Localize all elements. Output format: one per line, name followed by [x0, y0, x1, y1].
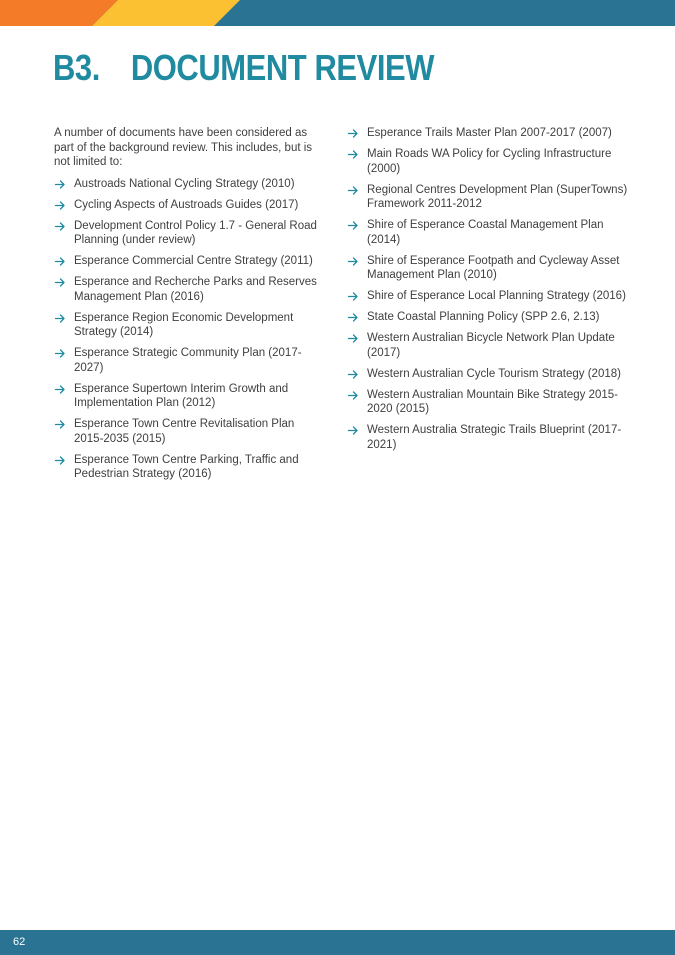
list-item-label: Esperance Commercial Centre Strategy (2011): [74, 255, 313, 267]
list-item: [347, 126, 629, 141]
arrow-right-icon: [347, 254, 359, 268]
arrow-right-icon: [347, 367, 359, 381]
list-item-label: Cycling Aspects of Austroads Guides (2017): [74, 198, 299, 211]
list-item-label: Esperance Supertown Interim Growth and Implementation Plan (2012): [74, 382, 289, 409]
list-item: [347, 331, 629, 360]
list-item: [347, 289, 629, 304]
arrow-right-icon: [347, 423, 359, 437]
arrow-right-icon: [54, 453, 66, 467]
arrow-right-icon: [54, 417, 66, 431]
list-item-label: Main Roads WA Policy for Cycling Infrastructure (2000): [367, 148, 612, 175]
arrow-right-icon: [347, 388, 359, 402]
list-item-label: Shire of Esperance Local Planning Strategy (2016): [367, 290, 626, 302]
document-list-left: [54, 177, 326, 482]
arrow-right-icon: [347, 289, 359, 303]
arrow-right-icon: [347, 147, 359, 161]
intro-paragraph: A number of documents have been considered as part of the background review. This includes, but is not limited to:: [54, 127, 313, 168]
arrow-right-icon: [54, 219, 66, 233]
list-item-label: Esperance and Recherche Parks and Reserves Management Plan (2016): [74, 276, 317, 303]
list-item-label: Esperance Strategic Community Plan (2017-2027): [74, 347, 302, 374]
list-item: [54, 219, 326, 248]
top-color-band: [0, 0, 675, 26]
list-item-label: Shire of Esperance Coastal Management Plan (2014): [367, 219, 604, 246]
list-item-label: Western Australian Mountain Bike Strategy 2015-2020 (2015): [367, 388, 619, 415]
list-item-label: Esperance Town Centre Parking, Traffic and Pedestrian Strategy (2016): [74, 453, 299, 480]
list-item-label: Development Control Policy 1.7 - General Road Planning (under review): [74, 219, 317, 246]
list-item-label: Regional Centres Development Plan (SuperTowns) Framework 2011-2012: [367, 183, 628, 210]
document-list-right: [347, 126, 629, 452]
page-title: [53, 46, 434, 90]
arrow-right-icon: [54, 346, 66, 360]
section-title: DOCUMENT REVIEW: [130, 47, 435, 88]
arrow-right-icon: [54, 177, 66, 191]
list-item-label: Esperance Town Centre Revitalisation Plan 2015-2035 (2015): [74, 418, 295, 445]
top-band-yellow: [92, 0, 240, 26]
arrow-right-icon: [347, 126, 359, 140]
list-item: [347, 147, 629, 176]
list-item: [54, 254, 326, 269]
list-item: [347, 183, 629, 212]
list-item-label: Western Australian Cycle Tourism Strategy (2018): [367, 367, 621, 380]
list-item: [54, 417, 326, 446]
footer-band: [0, 930, 675, 955]
list-item: [347, 310, 629, 325]
list-item-label: Western Australian Bicycle Network Plan Update (2017): [367, 332, 615, 359]
section-number: B3.: [53, 47, 100, 88]
arrow-right-icon: [54, 275, 66, 289]
arrow-right-icon: [54, 311, 66, 325]
page-number: 62: [13, 936, 26, 948]
list-item: [54, 346, 326, 375]
list-item-label: State Coastal Planning Policy (SPP 2.6, 2.13): [367, 311, 600, 323]
list-item: [54, 275, 326, 304]
arrow-right-icon: [54, 254, 66, 268]
arrow-right-icon: [347, 218, 359, 232]
list-item: [54, 311, 326, 340]
arrow-right-icon: [54, 198, 66, 212]
list-item-label: Esperance Trails Master Plan 2007-2017 (2007): [367, 127, 612, 139]
list-item: [347, 388, 629, 417]
arrow-right-icon: [347, 310, 359, 324]
list-item: [54, 382, 326, 411]
list-item: [54, 198, 326, 213]
list-item: [347, 254, 629, 283]
list-item: [347, 218, 629, 247]
list-item-label: Western Australia Strategic Trails Blueprint (2017-2021): [367, 424, 622, 451]
list-item: [54, 453, 326, 482]
list-item: [54, 177, 326, 192]
list-item-label: Shire of Esperance Footpath and Cycleway Asset Management Plan (2010): [367, 254, 620, 281]
list-item-label: Esperance Region Economic Development Strategy (2014): [74, 311, 294, 338]
list-item: [347, 423, 629, 452]
list-item-label: Austroads National Cycling Strategy (2010): [74, 177, 295, 190]
list-item: [347, 367, 629, 382]
right-column: [347, 126, 629, 459]
left-column: [54, 126, 326, 488]
arrow-right-icon: [347, 183, 359, 197]
arrow-right-icon: [54, 382, 66, 396]
arrow-right-icon: [347, 331, 359, 345]
